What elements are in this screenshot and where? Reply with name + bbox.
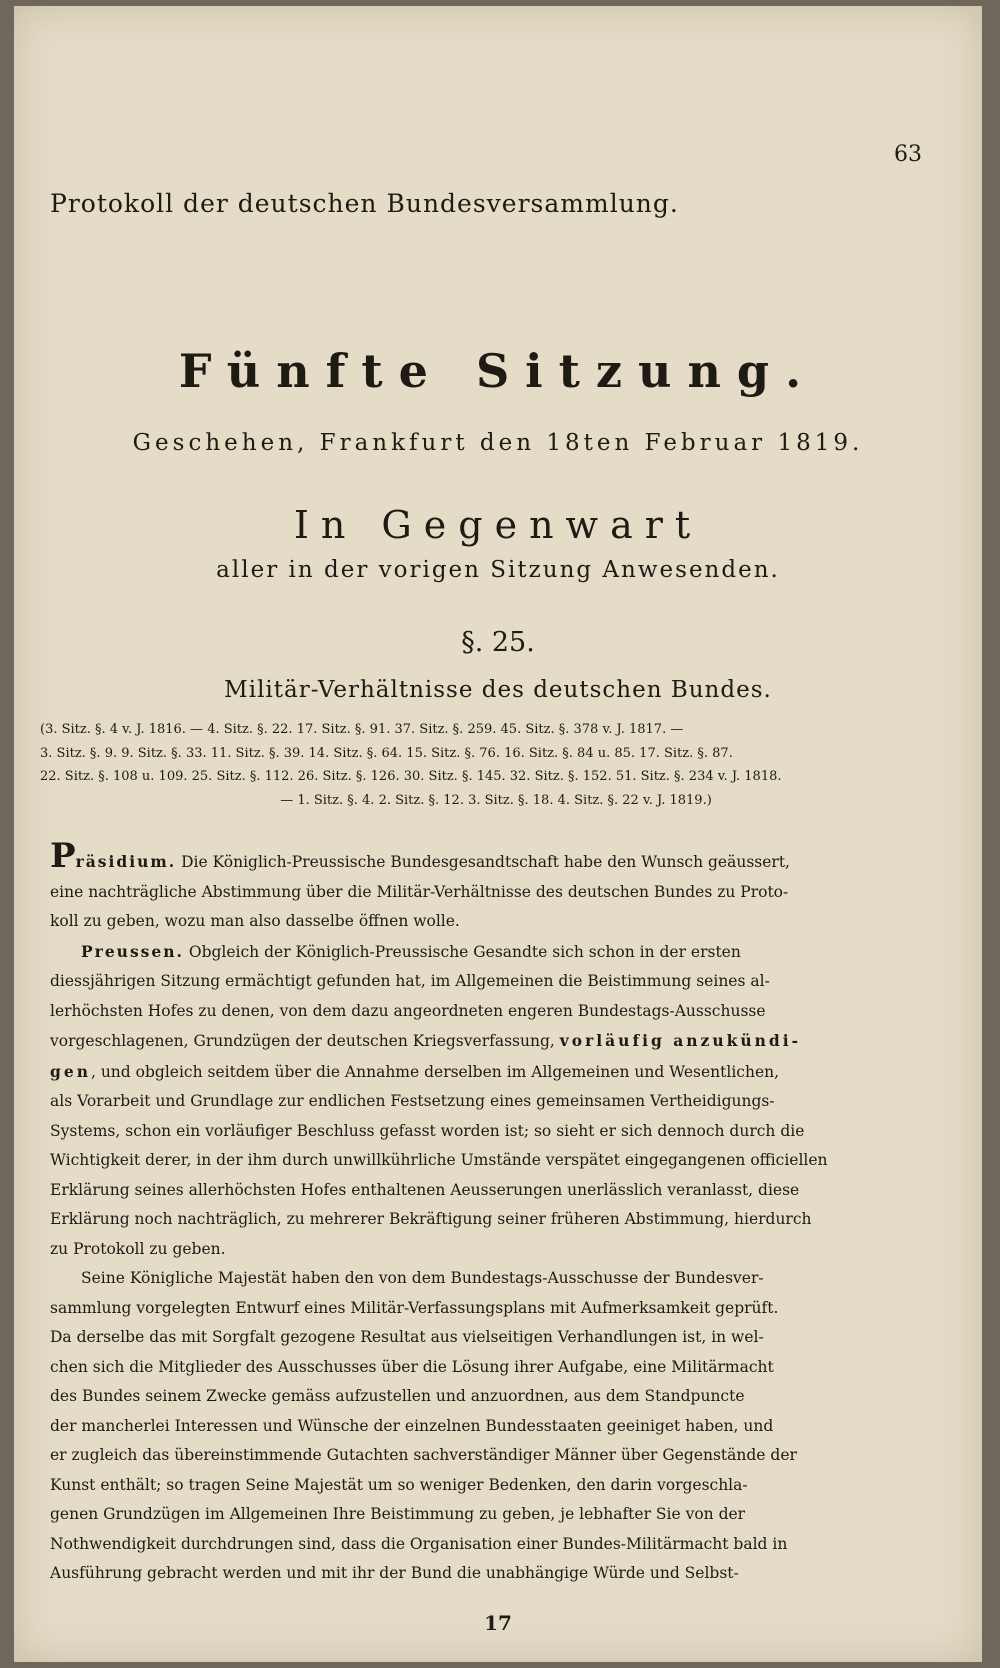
emphasis-text: vorläufig anzukündi- xyxy=(559,1031,802,1050)
session-title: Fünfte Sitzung. xyxy=(178,344,818,398)
text-line: genen Grundzügen im Allgemeinen Ihre Beistimmung zu geben, je lebhafter Sie von der xyxy=(50,1505,746,1523)
text-line: sammlung vorgelegten Entwurf eines Militär-Verfassungsplans mit Aufmerksamkeit geprüft. xyxy=(50,1298,779,1317)
text-line: er zugleich das übereinstimmende Gutachten sachverständiger Männer über Gegenstände der xyxy=(50,1446,797,1464)
text-line xyxy=(50,1026,954,1057)
text-line xyxy=(50,937,954,968)
speaker-label: räsidium. xyxy=(75,852,177,871)
section-number: §. 25. xyxy=(461,627,535,658)
text-line: koll zu geben, wozu man also dasselbe öffnen wolle. xyxy=(50,912,460,930)
running-header: Protokoll der deutschen Bundesversammlung. xyxy=(50,189,679,218)
drop-cap: P xyxy=(50,836,76,876)
text-line: Systems, schon ein vorläufiger Beschluss gefasst worden ist; so sieht er sich dennoch durch die xyxy=(50,1121,805,1140)
line-text: Die Königlich-Preussische Bundesgesandtschaft habe den Wunsch geäussert, xyxy=(176,853,790,871)
signature-mark: 17 xyxy=(484,1611,512,1635)
line-text: , und obgleich seitdem über die Annahme derselben im Allgemeinen und Wesentlichen, xyxy=(90,1062,780,1081)
text-line xyxy=(50,836,954,878)
reference-line: (3. Sitz. §. 4 v. J. 1816. — 4. Sitz. §. 22. 17. Sitz. §. 91. 37. Sitz. §. 259. 45. Sitz. §. 378 v. J. 1817. — xyxy=(40,722,684,737)
document-page xyxy=(14,6,982,1662)
text-line: diessjährigen Sitzung ermächtigt gefunden hat, im Allgemeinen die Beistimmung seines al- xyxy=(50,972,770,990)
text-line xyxy=(50,1264,954,1294)
paragraph-majestaet xyxy=(50,1264,954,1589)
text-line xyxy=(50,1057,954,1088)
attendance-line: aller in der vorigen Sitzung Anwesenden. xyxy=(216,557,780,583)
text-line: Wichtigkeit derer, in der ihm durch unwillkührliche Umstände verspätet eingegangenen officiellen xyxy=(50,1151,828,1169)
cross-references xyxy=(40,718,952,812)
text-line: Ausführung gebracht werden und mit ihr der Bund die unabhängige Würde und Selbst- xyxy=(50,1564,739,1582)
speaker-label: Preussen. xyxy=(81,941,184,961)
reference-line: — 1. Sitz. §. 4. 2. Sitz. §. 12. 3. Sitz. §. 18. 4. Sitz. §. 22 v. J. 1819.) xyxy=(280,792,712,808)
reference-line: 22. Sitz. §. 108 u. 109. 25. Sitz. §. 112. 26. Sitz. §. 126. 30. Sitz. §. 145. 32. Sitz. §. 152. 51. Sitz. §. 234 v. J. 1818. xyxy=(40,769,782,784)
paragraph-praesidium xyxy=(50,836,954,937)
line-text: vorgeschlagenen, Grundzügen der deutschen Kriegsverfassung, xyxy=(50,1032,560,1050)
text-line: Da derselbe das mit Sorgfalt gezogene Resultat aus vielseitigen Verhandlungen ist, in wel- xyxy=(50,1328,764,1346)
line-text: Seine Königliche Majestät haben den von dem Bundestags-Ausschusse der Bundesver- xyxy=(81,1269,764,1287)
page-number: 63 xyxy=(894,142,922,167)
text-line: Erklärung seines allerhöchsten Hofes enthaltenen Aeusserungen unerlässlich veranlasst, diese xyxy=(50,1180,800,1199)
place-date: Geschehen, Frankfurt den 18ten Februar 1819. xyxy=(132,430,864,456)
text-line: Nothwendigkeit durchdrungen sind, dass die Organisation einer Bundes-Militärmacht bald in xyxy=(50,1534,788,1553)
presence-heading: In Gegenwart xyxy=(293,503,703,547)
reference-line: 3. Sitz. §. 9. 9. Sitz. §. 33. 11. Sitz. §. 39. 14. Sitz. §. 64. 15. Sitz. §. 76. 16. Sitz. §. 84 u. 85. 17. Sitz. §. 87. xyxy=(40,745,733,761)
line-text: Obgleich der Königlich-Preussische Gesandte sich schon in der ersten xyxy=(183,942,741,961)
text-line: zu Protokoll zu geben. xyxy=(50,1239,226,1258)
text-line: als Vorarbeit und Grundlage zur endlichen Festsetzung eines gemeinsamen Vertheidigungs- xyxy=(50,1092,775,1110)
text-line: Erklärung noch nachträglich, zu mehrerer Bekräftigung seiner früheren Abstimmung, hierdurch xyxy=(50,1210,812,1228)
text-line: chen sich die Mitglieder des Ausschusses über die Lösung ihrer Aufgabe, eine Militärmacht xyxy=(50,1357,774,1376)
text-line: Kunst enthält; so tragen Seine Majestät um so weniger Bedenken, den darin vorgeschla- xyxy=(50,1475,748,1494)
text-line: lerhöchsten Hofes zu denen, von dem dazu angeordneten engeren Bundestags-Ausschusse xyxy=(50,1001,766,1020)
emphasis-text: gen xyxy=(50,1061,91,1081)
body-text xyxy=(50,836,954,1589)
text-line: der mancherlei Interessen und Wünsche der einzelnen Bundesstaaten geeiniget haben, und xyxy=(50,1416,774,1435)
paragraph-preussen xyxy=(50,937,954,1265)
text-line: des Bundes seinem Zwecke gemäss aufzustellen und anzuordnen, aus dem Standpuncte xyxy=(50,1387,745,1405)
section-title: Militär-Verhältnisse des deutschen Bundes. xyxy=(224,677,772,703)
text-line: eine nachträgliche Abstimmung über die Militär-Verhältnisse des deutschen Bundes zu Proto- xyxy=(50,882,789,901)
